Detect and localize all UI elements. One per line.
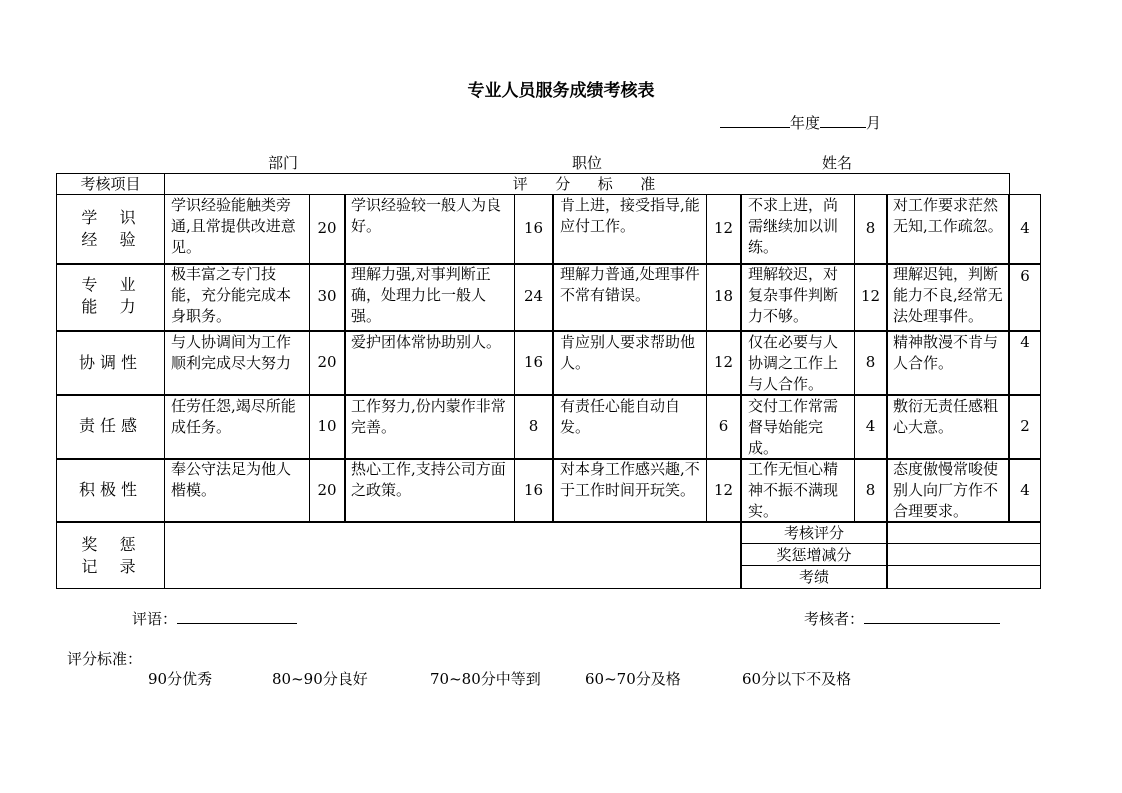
department-label: 部门 bbox=[268, 154, 299, 172]
score-level-4: 8 bbox=[865, 481, 876, 499]
rewards-label: 奖 惩 记 录 bbox=[81, 535, 140, 576]
score-level-3: 6 bbox=[718, 417, 729, 435]
score-level-4: 4 bbox=[865, 417, 876, 435]
comment-row bbox=[132, 608, 297, 629]
criteria-level-2: 爱护团体常协助别人。 bbox=[351, 333, 502, 351]
criteria-level-1: 奉公守法足为他人楷模。 bbox=[171, 460, 292, 499]
score-level-5: 4 bbox=[1020, 219, 1030, 237]
reviewer-blank[interactable] bbox=[864, 609, 1000, 624]
criteria-level-1: 与人协调间为工作顺利完成尽大努力 bbox=[171, 333, 292, 372]
criteria-level-5: 理解迟钝，判断能力不良,经常无法处理事件。 bbox=[893, 265, 1003, 325]
row-item-label: 专 业 能 力 bbox=[81, 275, 140, 316]
criteria-level-3: 理解力普通,处理事件不常有错误。 bbox=[560, 265, 700, 304]
adjust-field[interactable] bbox=[888, 545, 1040, 565]
score-level-1: 30 bbox=[317, 287, 337, 305]
standard-item: 60分以下不及格 bbox=[742, 670, 852, 688]
standard-item: 60~70分及格 bbox=[585, 670, 681, 688]
criteria-level-1: 任劳任怨,竭尽所能成任务。 bbox=[171, 397, 296, 436]
year-blank[interactable] bbox=[720, 113, 790, 128]
criteria-level-2: 理解力强,对事判断正确，处理力比一般人强。 bbox=[351, 265, 491, 325]
criteria-level-4: 理解较迟，对复杂事件判断力不够。 bbox=[748, 265, 839, 325]
criteria-level-3: 对本身工作感兴趣,不于工作时间开玩笑。 bbox=[560, 460, 700, 499]
score-level-5: 6 bbox=[1020, 267, 1030, 285]
row-item-label: 协调性 bbox=[78, 353, 142, 372]
comment-label: 评语： bbox=[132, 610, 178, 628]
criteria-level-3: 有责任心能自动自发。 bbox=[560, 397, 681, 436]
result-field[interactable] bbox=[888, 567, 1040, 587]
reviewer-label: 考核者： bbox=[804, 610, 865, 628]
criteria-level-4: 仅在必要与人协调之工作上与人合作。 bbox=[748, 333, 839, 393]
score-label: 考核评分 bbox=[783, 524, 844, 542]
row-item-label: 责任感 bbox=[78, 416, 142, 435]
comment-blank[interactable] bbox=[177, 609, 297, 624]
criteria-level-1: 极丰富之专门技能，充分能完成本身职务。 bbox=[171, 265, 292, 325]
name-label: 姓名 bbox=[822, 154, 853, 172]
criteria-level-5: 对工作要求茫然无知,工作疏忽。 bbox=[893, 196, 1003, 235]
adjust-label: 奖惩增减分 bbox=[776, 546, 852, 564]
result-label: 考绩 bbox=[798, 568, 829, 586]
criteria-level-3: 肯应别人要求帮助他人。 bbox=[560, 333, 696, 372]
criteria-level-4: 交付工作常需督导始能完成。 bbox=[748, 397, 839, 457]
row-item-label: 积极性 bbox=[78, 480, 142, 499]
score-level-1: 20 bbox=[317, 353, 337, 371]
criteria-level-4: 不求上进，尚需继续加以训练。 bbox=[748, 196, 839, 256]
score-level-5: 4 bbox=[1020, 333, 1030, 351]
score-level-3: 18 bbox=[713, 287, 734, 305]
criteria-level-3: 肯上进，接受指导,能应付工作。 bbox=[560, 196, 700, 235]
score-field[interactable] bbox=[888, 523, 1040, 543]
reviewer-row bbox=[804, 608, 1000, 629]
date-line bbox=[720, 112, 881, 133]
score-level-1: 20 bbox=[317, 219, 337, 237]
rewards-record-area[interactable] bbox=[166, 523, 739, 587]
score-level-2: 16 bbox=[523, 481, 544, 499]
standard-item: 80~90分良好 bbox=[272, 670, 368, 688]
criteria-level-5: 精神散漫不肯与人合作。 bbox=[893, 333, 999, 372]
score-level-3: 12 bbox=[713, 219, 734, 237]
score-level-4: 12 bbox=[860, 287, 881, 305]
score-level-4: 8 bbox=[865, 219, 876, 237]
standard-item: 90分优秀 bbox=[148, 670, 213, 688]
standard-item: 70~80分中等到 bbox=[430, 670, 541, 688]
month-label: 月 bbox=[866, 114, 882, 132]
header-criteria bbox=[165, 174, 1009, 194]
criteria-level-1: 学识经验能触类旁通,且常提供改进意见。 bbox=[171, 196, 296, 256]
month-blank[interactable] bbox=[820, 113, 866, 128]
criteria-level-5: 态度傲慢常唆使别人向厂方作不合理要求。 bbox=[893, 460, 999, 520]
criteria-level-2: 热心工作,支持公司方面之政策。 bbox=[351, 460, 506, 499]
score-level-2: 16 bbox=[523, 219, 544, 237]
year-label: 年度 bbox=[790, 114, 821, 132]
page-title: 专业人员服务成绩考核表 bbox=[467, 81, 655, 101]
score-level-2: 24 bbox=[523, 287, 544, 305]
score-level-5: 4 bbox=[1020, 481, 1030, 499]
score-level-2: 8 bbox=[528, 417, 539, 435]
score-level-5: 2 bbox=[1020, 417, 1030, 435]
criteria-level-2: 工作努力,份内蒙作非常完善。 bbox=[351, 397, 506, 436]
score-level-3: 12 bbox=[713, 353, 734, 371]
standard-label: 评分标准： bbox=[67, 650, 143, 668]
score-level-1: 10 bbox=[317, 417, 337, 435]
header-item-column: 考核项目 bbox=[80, 175, 141, 193]
criteria-level-4: 工作无恒心精神不振不满现实。 bbox=[748, 460, 839, 520]
row-item-label: 学 识 经 验 bbox=[81, 208, 140, 249]
score-level-1: 20 bbox=[317, 481, 337, 499]
criteria-level-5: 敷衍无责任感粗心大意。 bbox=[893, 397, 999, 436]
criteria-level-2: 学识经验较一般人为良好。 bbox=[351, 196, 502, 235]
score-level-4: 8 bbox=[865, 353, 876, 371]
score-level-2: 16 bbox=[523, 353, 544, 371]
position-label: 职位 bbox=[572, 154, 603, 172]
score-level-3: 12 bbox=[713, 481, 734, 499]
header-criteria-text: 评 分 标 准 bbox=[512, 175, 662, 193]
